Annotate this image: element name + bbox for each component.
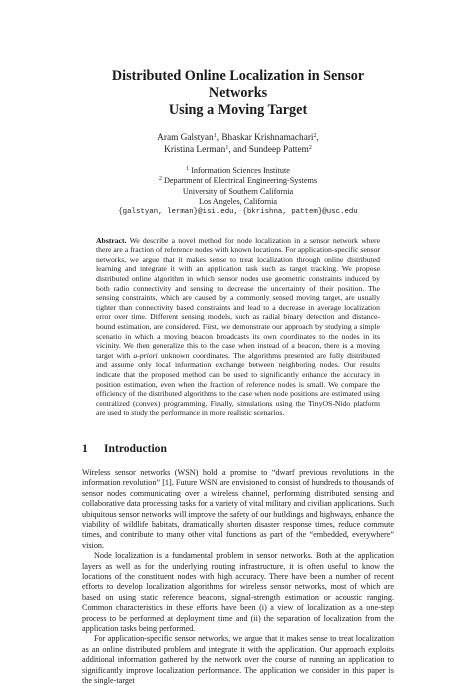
affiliations [82,166,394,217]
author-line-end: , [316,133,319,143]
title-line-2: Using a Moving Target [168,102,308,118]
paper-title [82,0,394,119]
affiliation-1-text: Information Sciences Institute [191,166,290,176]
author-galstyan: Aram Galstyan [157,133,214,143]
author-lerman-affil-mark: 1 [225,144,229,151]
section-title: Introduction [104,441,167,455]
abstract-text-part-2: unknown coordinates. The algorithms presented are fully distributed and assume only local information exchange between neighboring nodes. Our results indicate that the proposed method can be used to significantly enhance the accuracy in position estimation, even when the fraction of reference nodes is small. We compare the efficiency of the distributed algorithms to the case when node positions are estimated using centralized (convex) programming. Finally, simulations using the TinyOS-Nido platform are used to study the performance in more realistic scenarios. [96,350,381,418]
title-line-1: Distributed Online Localization in Sensor Networks [111,68,365,101]
affiliation-1 [82,166,394,176]
section-number: 1 [82,441,88,455]
author-lerman: Kristina Lerman [164,144,226,155]
affiliation-1-mark: 1 [186,166,190,173]
abstract-label: Abstract. [96,235,127,245]
author-separator-2: , and Sundeep Pattem [228,144,309,155]
author-emails: {galstyan, lerman}@isi.edu, {bkrishna, pattem}@usc.edu [118,208,358,217]
affiliation-2-mark: 2 [158,176,162,183]
intro-paragraph-3: For application-specific sensor networks, we argue that it makes sense to treat localization as an online distributed problem and integrate it with the application. Our approach exploits additional information gathered by the network over the course of running an application to significantly improve localization performance. The application we consider in this paper is the single-target [82,634,394,686]
abstract [96,236,380,418]
author-krishnamachari-affil-mark: 2 [313,133,317,139]
author-pattem-affil-mark: 2 [308,144,312,151]
affiliation-2-city: Los Angeles, California [199,197,277,207]
author-separator: , Bhaskar Krishnamachari [216,133,314,143]
author-galstyan-affil-mark: 1 [213,133,217,139]
section-heading-introduction [82,442,394,456]
intro-paragraph-1: Wireless sensor networks (WSN) hold a promise to “dwarf previous revolutions in the information revolution” [1]. Future WSN are envisioned to consist of hundreds to thousands of sensor nodes communicating over a wireless channel, performing distributed sensing and collaborative data processing tasks for a variety of vital military and civilian applications. Such ubiquitous sensor networks will improve the safety of our buildings and highways, enhance the viability of wildlife habitats, dramatically shorten disaster response times, reduce commute times, and contribute to many other vital functions as part of the “embedded, everywhere” vision. [82,467,394,550]
intro-paragraph-2: Node localization is a fundamental problem in sensor networks. Both at the application layers as well as for the underlying routing infrastructure, it is often useful to know the locations of the constituent nodes with high accuracy. There have been a number of recent efforts to develop localization algorithms for wireless sensor networks, most of which are based on using static reference beacons, signal-strength estimation or acoustic ranging. Common characteristics in these efforts have been (i) a view of localization as a one-step process to be performed at deployment time and (ii) the separation of localization from the application tasks being performed. [82,551,394,634]
affiliation-2-text: Department of Electrical Engineering-Systems [164,176,318,186]
affiliation-2-university: University of Southern California [182,186,294,196]
affiliation-2 [82,176,394,186]
abstract-text-part-1: We describe a novel method for node localization in a sensor network where there are a fraction of reference nodes with known locations. For application-specific sensor networks, we argue that it makes sense to treat localization through online distributed learning and integrate it with an application task such as target tracking. We propose distributed online algorithm in which sensor nodes use geometric constraints induced by both radio connectivity and sensing to decrease the uncertainty of their position. The sensing constraints, which are caused by a commonly sensed moving target, are usually tighter than connectivity based constraints and lead to a decrease in average localization error over time. Different sensing models, such as radial binary detection and distance-bound estimation, are considered. First, we demonstrate our approach by studying a simple scenario in which a moving beacon broadcasts its own coordinates to the nodes in its vicinity. We then generalize this to the case when instead of a beacon, there is a moving target with [96,235,380,360]
author-list [82,133,394,156]
abstract-italic-term: a-priori [133,350,158,360]
